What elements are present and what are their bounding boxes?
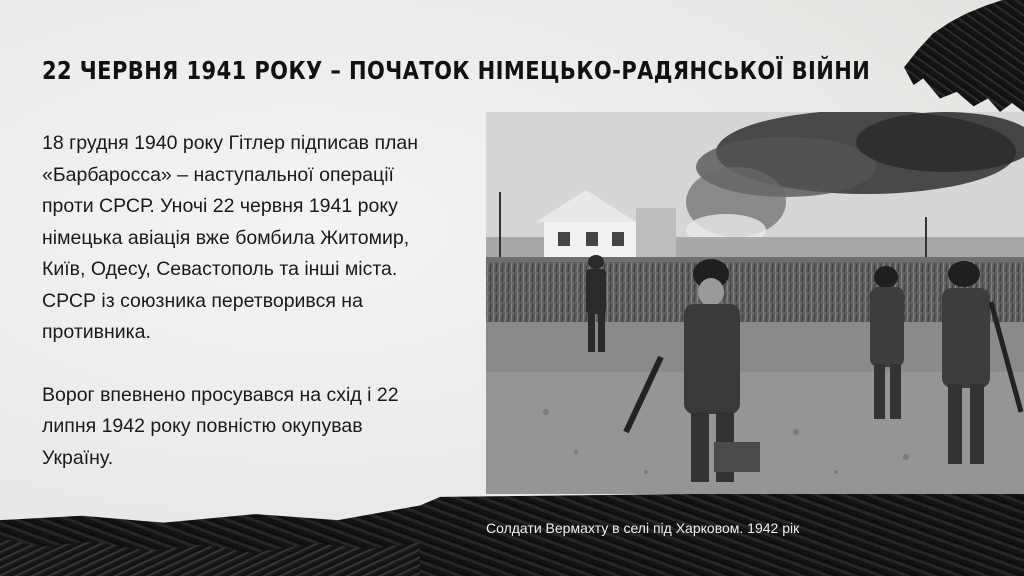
historical-photo — [486, 112, 1024, 494]
photo-illustration — [486, 112, 1024, 494]
torn-paper-top-right — [904, 0, 1024, 112]
paragraph-barbarossa: 18 грудня 1940 року Гітлер підписав план «Барбаросса» – наступальної операції проти СРСР. Уночі 22 червня 1941 року німецька авіація вже бомбила Житомир, Київ, Одесу, Севастополь та інші міста. СРСР із союзника перетворився на противника. — [42, 132, 419, 343]
paragraph-occupation: Ворог впевнено просувався на схід і 22 липня 1942 року повністю окупував Україну. — [42, 383, 399, 469]
slide-title: 22 ЧЕРВНЯ 1941 РОКУ – ПОЧАТОК НІМЕЦЬКО-РАДЯНСЬКОЇ ВІЙНИ — [42, 56, 871, 85]
photo-caption: Солдати Вермахту в селі під Харковом. 1942 рік — [486, 520, 800, 536]
body-text — [42, 128, 442, 474]
